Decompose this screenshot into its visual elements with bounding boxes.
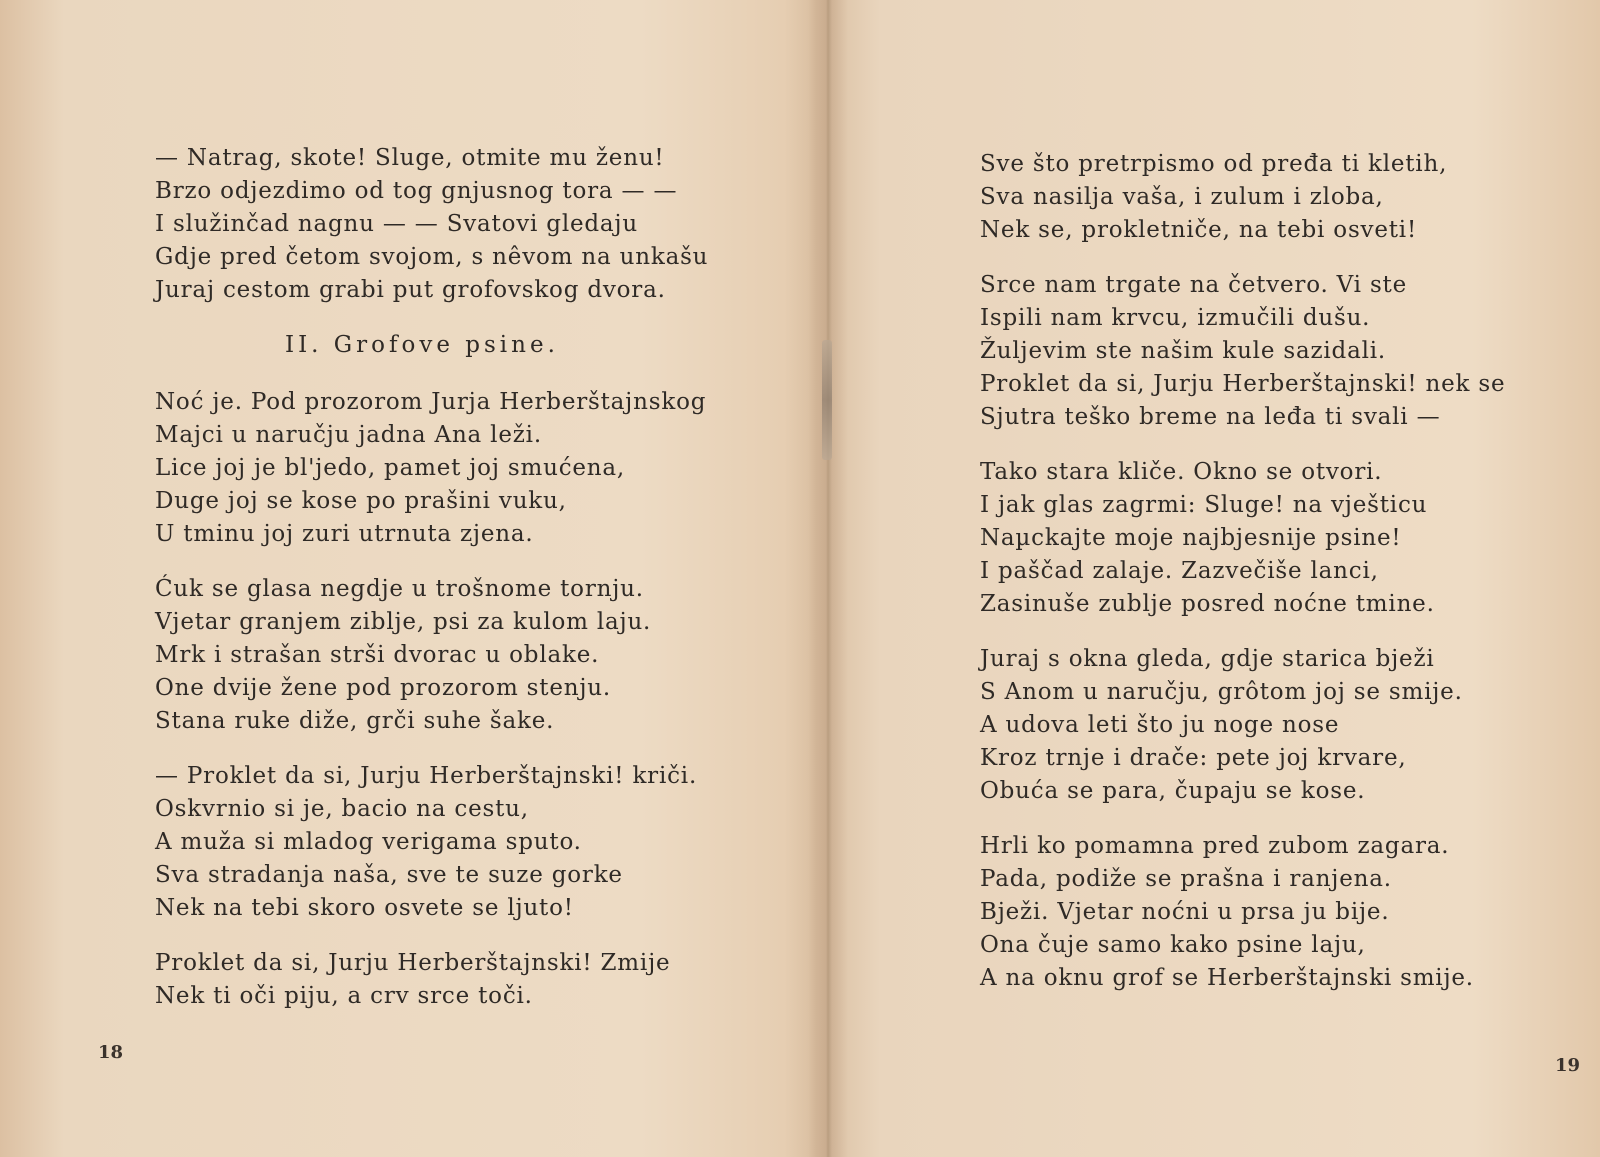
verse-line: Duge joj se kose po prašini vuku, <box>155 488 567 514</box>
verse-line: Oskvrnio si je, bacio na cestu, <box>155 796 529 822</box>
left-stanza-1 <box>155 142 745 307</box>
verse-line: Brzo odjezdimo od tog gnjusnog tora — — <box>155 178 678 204</box>
verse-line: Sjutra teško breme na leđa ti svali — <box>980 404 1441 430</box>
right-page-text <box>980 148 1550 1017</box>
right-stanza-5 <box>980 830 1550 995</box>
verse-line: Tako stara kliče. Okno se otvori. <box>980 459 1383 485</box>
right-stanza-2 <box>980 269 1550 434</box>
verse-line: Proklet da si, Jurju Herberštajnski! Zmije <box>155 950 671 976</box>
verse-line: — Natrag, skote! Sluge, otmite mu ženu! <box>155 145 665 171</box>
verse-line: A na oknu grof se Herberštajnski smije. <box>980 965 1474 991</box>
verse-line: Mrk i strašan strši dvorac u oblake. <box>155 642 600 668</box>
verse-line: Nek ti oči piju, a crv srce toči. <box>155 983 533 1009</box>
right-stanza-1 <box>980 148 1550 247</box>
verse-line: Ona čuje samo kako psine laju, <box>980 932 1366 958</box>
verse-line: Srce nam trgate na četvero. Vi ste <box>980 272 1408 298</box>
verse-line: Stana ruke diže, grči suhe šake. <box>155 708 555 734</box>
verse-line: Ćuk se glasa negdje u trošnome tornju. <box>155 576 644 602</box>
right-stanza-4 <box>980 643 1550 808</box>
verse-line: Sve što pretrpismo od pređa ti kletih, <box>980 151 1448 177</box>
verse-line: Sva nasilja vaša, i zulum i zloba, <box>980 184 1384 210</box>
left-stanza-5 <box>155 947 745 1013</box>
verse-line: S Anom u naručju, grôtom joj se smije. <box>980 679 1463 705</box>
verse-line: Juraj cestom grabi put grofovskog dvora. <box>155 277 666 303</box>
verse-line: Sva stradanja naša, sve te suze gorke <box>155 862 623 888</box>
left-page-text <box>155 142 745 1035</box>
verse-line: Žuljevim ste našim kule sazidali. <box>980 338 1387 364</box>
verse-line: Naµckajte moje najbjesnije psine! <box>980 525 1402 551</box>
verse-line: Nek se, prokletniče, na tebi osveti! <box>980 217 1417 243</box>
verse-line: Vjetar granjem ziblje, psi za kulom laju. <box>155 609 652 635</box>
verse-line: I paščad zalaje. Zazvečiše lanci, <box>980 558 1379 584</box>
verse-line: A udova leti što ju noge nose <box>980 712 1340 738</box>
verse-line: I služinčad nagnu — — Svatovi gledaju <box>155 211 638 237</box>
verse-line: Zasinuše zublje posred noćne tmine. <box>980 591 1435 617</box>
verse-line: — Proklet da si, Jurju Herberštajnski! kriči. <box>155 763 698 789</box>
section-title: II. Grofove psine. <box>285 332 559 358</box>
page-number-right: 19 <box>1555 1055 1581 1076</box>
verse-line: Noć je. Pod prozorom Jurja Herberštajnskog <box>155 389 707 415</box>
left-stanza-2 <box>155 386 745 551</box>
verse-line: Nek na tebi skoro osvete se ljuto! <box>155 895 574 921</box>
verse-line: Obuća se para, čupaju se kose. <box>980 778 1366 804</box>
verse-line: Gdje pred četom svojom, s nêvom na unkašu <box>155 244 709 270</box>
verse-line: U tminu joj zuri utrnuta zjena. <box>155 521 534 547</box>
left-stanza-3 <box>155 573 745 738</box>
right-page <box>820 0 1600 1157</box>
verse-line: Juraj s okna gleda, gdje starica bježi <box>980 646 1435 672</box>
right-stanza-3 <box>980 456 1550 621</box>
verse-line: Majci u naručju jadna Ana leži. <box>155 422 542 448</box>
verse-line: Proklet da si, Jurju Herberštajnski! nek se <box>980 371 1506 397</box>
verse-line: Pada, podiže se prašna i ranjena. <box>980 866 1392 892</box>
verse-line: Ispili nam krvcu, izmučili dušu. <box>980 305 1371 331</box>
page-number-left: 18 <box>98 1042 124 1063</box>
verse-line: Kroz trnje i drače: pete joj krvare, <box>980 745 1407 771</box>
left-stanza-4 <box>155 760 745 925</box>
verse-line: Bježi. Vjetar noćni u prsa ju bije. <box>980 899 1390 925</box>
verse-line: Hrli ko pomamna pred zubom zagara. <box>980 833 1450 859</box>
verse-line: Lice joj je bl'jedo, pamet joj smućena, <box>155 455 626 481</box>
verse-line: One dvije žene pod prozorom stenju. <box>155 675 612 701</box>
verse-line: I jak glas zagrmi: Sluge! na vješticu <box>980 492 1428 518</box>
verse-line: A muža si mladog verigama sputo. <box>155 829 582 855</box>
